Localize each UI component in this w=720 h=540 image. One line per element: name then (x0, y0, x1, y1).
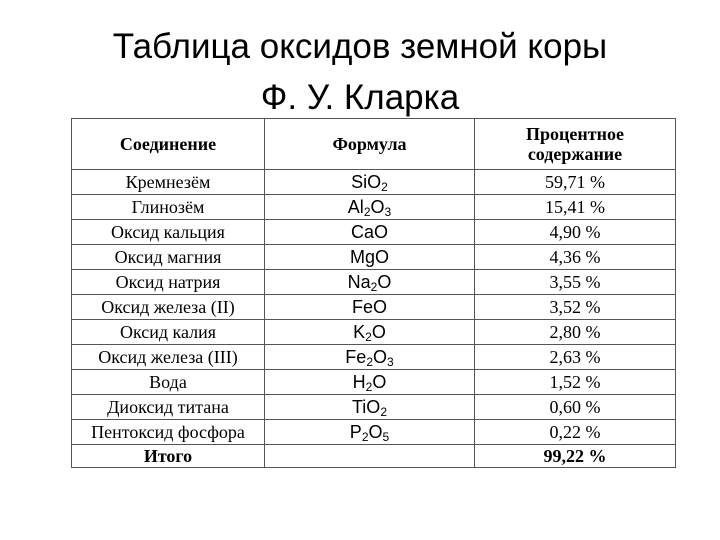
table-row (72, 295, 676, 320)
percent-cell: 2,80 % (475, 320, 676, 345)
compound-cell: Оксид железа (III) (72, 345, 265, 370)
total-percent: 99,22 % (475, 445, 676, 468)
header-compound: Соединение (72, 119, 265, 170)
formula-cell: SiO$_2$ (265, 170, 475, 195)
percent-cell: 3,52 % (475, 295, 676, 320)
compound-cell: Оксид магния (72, 245, 265, 270)
percent-cell: 0,22 % (475, 420, 676, 445)
oxides-table (71, 118, 676, 468)
formula-cell: $K_2O$ (265, 320, 475, 345)
total-formula (265, 445, 475, 468)
formula-cell: $Na_2O$ (265, 270, 475, 295)
total-label: Итого (72, 445, 265, 468)
formula-cell: CaO (265, 220, 475, 245)
table-row (72, 420, 676, 445)
formula-cell: $Fe_2O_3$ (265, 345, 475, 370)
compound-cell: Диоксид титана (72, 395, 265, 420)
compound-cell: Вода (72, 370, 265, 395)
percent-cell: 2,63 % (475, 345, 676, 370)
table-row (72, 370, 676, 395)
table-row (72, 395, 676, 420)
table-row (72, 245, 676, 270)
percent-cell: 3,55 % (475, 270, 676, 295)
percent-cell: 1,52 % (475, 370, 676, 395)
formula-cell: FeO (265, 295, 475, 320)
compound-cell: Оксид кальция (72, 220, 265, 245)
header-percent-label: Процентное содержание (526, 124, 624, 164)
formula-cell: TiO$_2$ (265, 395, 475, 420)
percent-cell: 4,90 % (475, 220, 676, 245)
table-body (72, 170, 676, 445)
percent-cell: 59,71 % (475, 170, 676, 195)
compound-cell: Глинозём (72, 195, 265, 220)
compound-cell: Оксид натрия (72, 270, 265, 295)
compound-cell: Оксид железа (II) (72, 295, 265, 320)
formula-cell: $H_2O$ (265, 370, 475, 395)
compound-cell: Кремнезём (72, 170, 265, 195)
percent-cell: 4,36 % (475, 245, 676, 270)
compound-cell: Пентоксид фосфора (72, 420, 265, 445)
table-row (72, 170, 676, 195)
table-row (72, 320, 676, 345)
formula-cell: MgO (265, 245, 475, 270)
table-row (72, 195, 676, 220)
table-header-row (72, 119, 676, 170)
table-total-row (72, 445, 676, 468)
slide-title-line-2: Ф. У. Кларка (260, 78, 460, 117)
header-formula: Формула (265, 119, 475, 170)
table-row (72, 345, 676, 370)
slide-title-line-1: Таблица оксидов земной коры (112, 27, 608, 66)
formula-cell: $P_2O_5$ (265, 420, 475, 445)
percent-cell: 0,60 % (475, 395, 676, 420)
percent-cell: 15,41 % (475, 195, 676, 220)
table-row (72, 270, 676, 295)
table-row (72, 220, 676, 245)
formula-cell: $Al_2O_3$ (265, 195, 475, 220)
compound-cell: Оксид калия (72, 320, 265, 345)
header-percent (475, 119, 676, 170)
